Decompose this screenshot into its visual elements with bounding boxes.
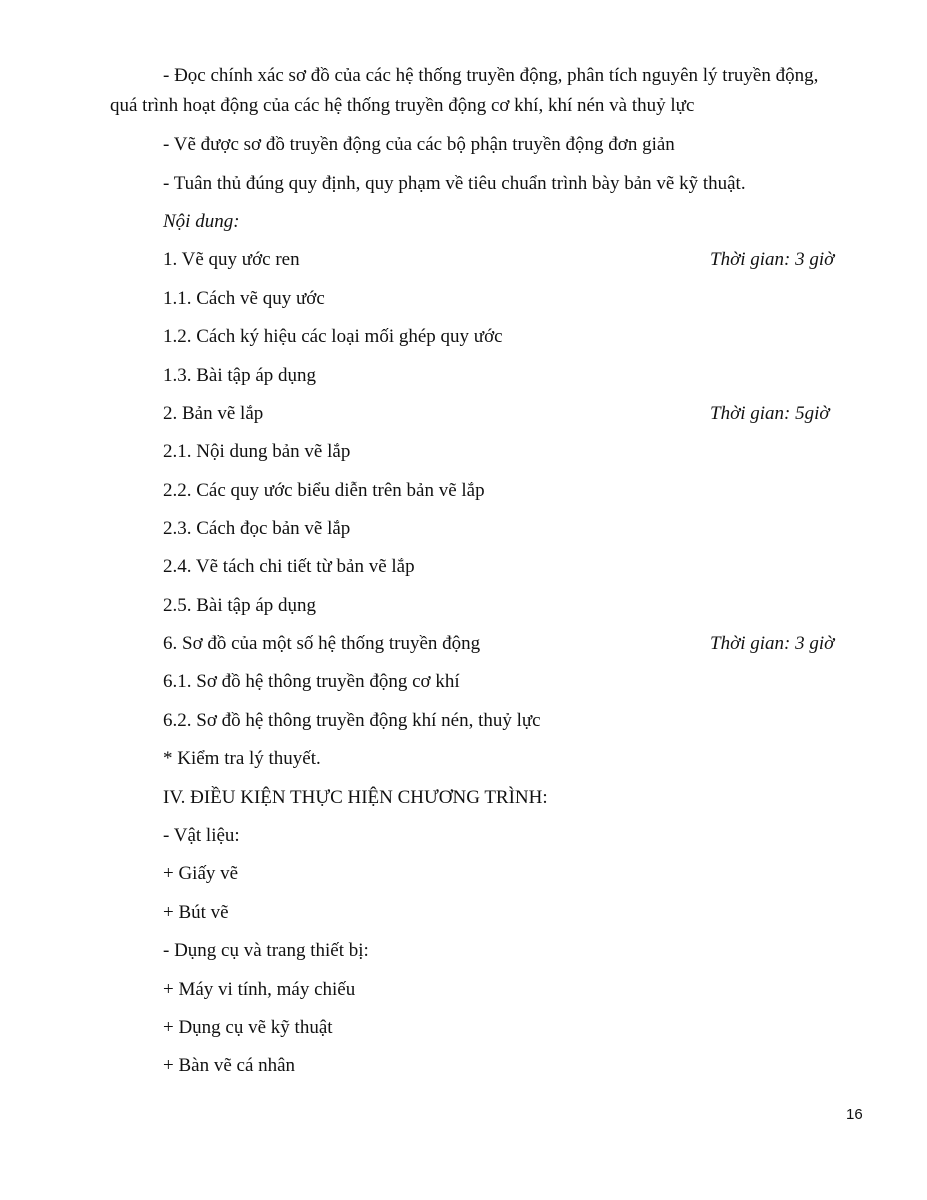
- section-time: Thời gian: 3 giờ: [710, 249, 835, 270]
- list-item: 1.2. Cách ký hiệu các loại mối ghép quy ước: [163, 326, 503, 347]
- list-item: + Dụng cụ vẽ kỹ thuật: [163, 1017, 333, 1038]
- list-item: 1.1. Cách vẽ quy ước: [163, 288, 325, 309]
- list-item: + Máy vi tính, máy chiếu: [163, 979, 356, 1000]
- content-heading: Nội dung:: [163, 211, 240, 232]
- objective-2: - Vẽ được sơ đồ truyền động của các bộ phận truyền động đơn giản: [163, 134, 675, 155]
- list-item: 6.2. Sơ đồ hệ thông truyền động khí nén, thuỷ lực: [163, 710, 541, 731]
- section-time: Thời gian: 3 giờ: [710, 633, 835, 654]
- section-title: 2. Bản vẽ lắp: [163, 403, 264, 424]
- list-item: + Bàn vẽ cá nhân: [163, 1055, 296, 1076]
- section-title: 6. Sơ đồ của một số hệ thống truyền động: [163, 633, 481, 654]
- list-item: + Giấy vẽ: [163, 863, 239, 884]
- objective-1-line-1: - Đọc chính xác sơ đồ của các hệ thống truyền động, phân tích nguyên lý truyền động,: [163, 65, 819, 86]
- materials-label: - Vật liệu:: [163, 825, 240, 846]
- test-note: * Kiểm tra lý thuyết.: [163, 748, 321, 769]
- objective-3: - Tuân thủ đúng quy định, quy phạm về tiêu chuẩn trình bày bản vẽ kỹ thuật.: [163, 173, 746, 194]
- list-item: 2.4. Vẽ tách chi tiết từ bản vẽ lắp: [163, 556, 415, 577]
- list-item: 2.5. Bài tập áp dụng: [163, 595, 317, 616]
- list-item: 2.3. Cách đọc bản vẽ lắp: [163, 518, 351, 539]
- list-item: 2.1. Nội dung bản vẽ lắp: [163, 441, 351, 462]
- section-time: Thời gian: 5giờ: [710, 403, 830, 424]
- list-item: + Bút vẽ: [163, 902, 229, 923]
- conditions-heading: IV. ĐIỀU KIỆN THỰC HIỆN CHƯƠNG TRÌNH:: [163, 787, 548, 808]
- section-title: 1. Vẽ quy ước ren: [163, 249, 300, 270]
- page-number: 16: [846, 1106, 863, 1123]
- objective-1-line-2: quá trình hoạt động của các hệ thống truyền động cơ khí, khí nén và thuỷ lực: [110, 95, 695, 116]
- list-item: 2.2. Các quy ước biểu diễn trên bản vẽ lắp: [163, 480, 485, 501]
- equipment-label: - Dụng cụ và trang thiết bị:: [163, 940, 369, 961]
- list-item: 6.1. Sơ đồ hệ thông truyền động cơ khí: [163, 671, 460, 692]
- list-item: 1.3. Bài tập áp dụng: [163, 365, 317, 386]
